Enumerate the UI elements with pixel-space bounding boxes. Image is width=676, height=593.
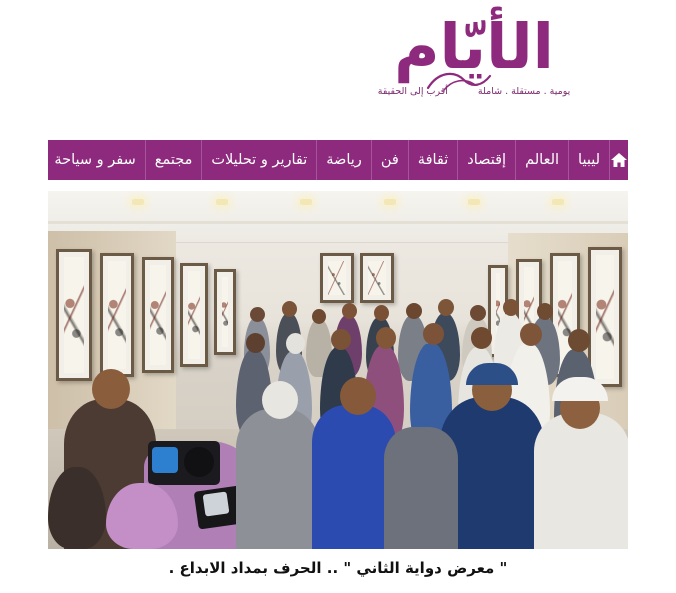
image-visitor-head [282, 301, 297, 317]
nav-item-culture[interactable]: ثقافة [408, 140, 458, 180]
image-ceiling-lamp [468, 199, 480, 205]
image-camera-lens [184, 447, 214, 477]
image-visitor-head [471, 327, 492, 349]
image-foreground-visitor [48, 467, 106, 549]
image-visitor-head [568, 329, 590, 352]
article-block [48, 191, 628, 591]
main-nav [48, 140, 628, 180]
nav-item-libya[interactable]: ليبيا [568, 140, 609, 180]
image-visitor-head [470, 305, 486, 321]
image-foreground-visitor [534, 413, 628, 549]
image-visitor-head [342, 303, 357, 319]
image-visitor-head [520, 323, 542, 346]
image-visitor-head [423, 323, 444, 345]
nav-item-travel[interactable]: سفر و سياحة [54, 152, 136, 168]
site-logo[interactable] [334, 10, 614, 97]
article-caption-text: " معرض دواية الثاني " .. الحرف بمداد الابداع . [168, 559, 508, 577]
nav-item-reports[interactable]: تقارير و تحليلات [201, 140, 316, 180]
nav-home-button[interactable] [609, 140, 628, 180]
image-foreground-visitor-head [92, 369, 130, 409]
image-artwork-frame [100, 253, 134, 377]
image-foreground-visitor-head [340, 377, 376, 415]
site-logo-text: الأيّام [394, 10, 554, 83]
image-ceiling-lamp [384, 199, 396, 205]
image-foreground-visitor [384, 427, 458, 549]
image-visitor-head [406, 303, 422, 319]
image-visitor-head [376, 327, 396, 349]
image-visitor-head [374, 305, 389, 321]
image-visitor-head [286, 333, 305, 354]
home-icon [610, 152, 628, 168]
nav-item-society[interactable]: مجتمع [145, 140, 202, 180]
image-visitor-head [537, 303, 553, 320]
image-camera-screen [152, 447, 178, 473]
nav-item-world[interactable]: العالم [515, 140, 568, 180]
image-artwork-frame [56, 249, 92, 381]
image-visitor-head [438, 299, 454, 316]
image-foreground-visitor [106, 483, 178, 549]
image-ceiling-lamp [300, 199, 312, 205]
image-ceiling-rail [48, 221, 628, 224]
image-artwork-frame [214, 269, 236, 355]
nav-item-art[interactable]: فن [371, 140, 408, 180]
nav-item-economy[interactable]: إقتصاد [457, 140, 515, 180]
image-visitor-head [331, 329, 351, 350]
image-visitor-head [246, 333, 265, 353]
image-artwork-frame [360, 253, 394, 303]
article-image[interactable] [48, 191, 628, 549]
image-ceiling-lamp [552, 199, 564, 205]
image-artwork-frame [320, 253, 354, 303]
article-caption [48, 549, 628, 591]
site-tagline [334, 86, 614, 97]
image-foreground-visitor [236, 409, 320, 549]
image-visitor-head [503, 299, 519, 316]
image-artwork-frame [588, 247, 622, 387]
image-headscarf [262, 381, 298, 419]
image-ceiling-lamp [132, 199, 144, 205]
site-tagline-left: يومية . مستقلة . شاملة [477, 86, 571, 97]
image-ceiling-lamp [216, 199, 228, 205]
image-visitor-head [250, 307, 265, 322]
image-visitor-head [312, 309, 326, 324]
nav-item-sport[interactable]: رياضة [316, 140, 371, 180]
image-artwork-frame [180, 263, 208, 367]
site-tagline-right: أقرب إلى الحقيقة [377, 86, 448, 97]
image-artwork-frame [142, 257, 174, 373]
image-second-camera-screen [203, 491, 230, 516]
masthead [0, 0, 676, 140]
